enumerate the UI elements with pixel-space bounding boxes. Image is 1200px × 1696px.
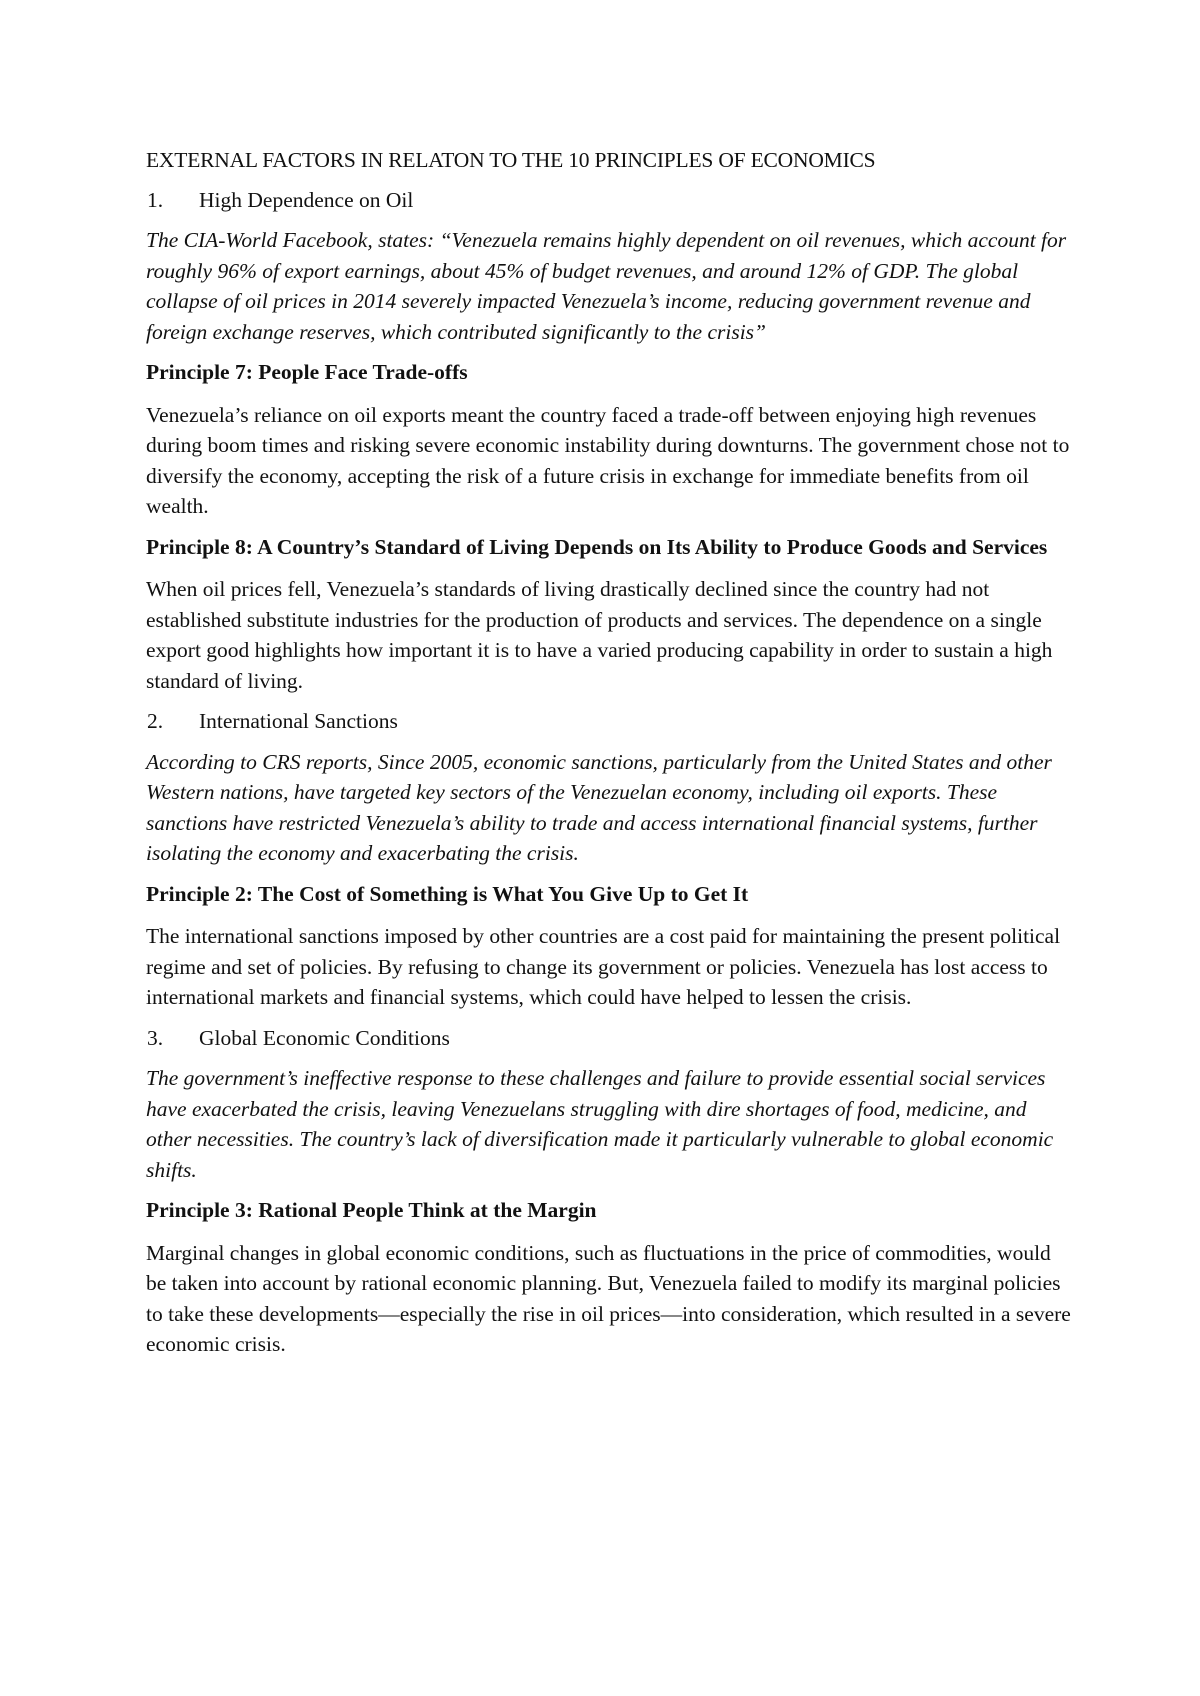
document-page (146, 145, 1076, 1370)
list-number: 2. (147, 709, 164, 733)
factor-title: Global Economic Conditions (199, 1025, 450, 1050)
principle-text: Venezuela’s reliance on oil exports meant the country faced a trade-off between enjoying high revenues during boom times and risking severe economic instability during downturns. The government chose not to diversify the economy, accepting the risk of a future crisis in exchange for immediate benefits from oil wealth. (146, 402, 1070, 518)
principle-text: Marginal changes in global economic conditions, such as fluctuations in the price of commodities, would be taken into account by rational economic planning. But, Venezuela failed to modify its marginal policies to take these developments—especially the rise in oil prices—into consideration, which resulted in a severe economic crisis. (146, 1240, 1071, 1356)
principle-text: When oil prices fell, Venezuela’s standards of living drastically declined since the country had not established substitute industries for the production of products and services. The dependence on a single export good highlights how important it is to have a varied producing capability in order to sustain a high standard of living. (146, 577, 1053, 693)
section-international-sanctions (146, 706, 1076, 1013)
factor-title: International Sanctions (199, 709, 398, 733)
principle-heading: Principle 8: A Country’s Standard of Living Depends on Its Ability to Produce Goods and Services (146, 534, 1048, 559)
factor-quote: According to CRS reports, Since 2005, economic sanctions, particularly from the United States and other Western nations, have targeted key sectors of the Venezuelan economy, including oil exports. These sanctions have restricted Venezuela’s ability to trade and access international financial systems, further isolating the economy and exacerbating the crisis. (146, 749, 1052, 865)
numbered-item (146, 185, 1076, 216)
principle-heading: Principle 2: The Cost of Something is What You Give Up to Get It (146, 881, 749, 906)
principle-heading: Principle 3: Rational People Think at the Margin (146, 1198, 597, 1222)
factor-quote: The CIA-World Facebook, states: “Venezuela remains highly dependent on oil revenues, which account for roughly 96% of export earnings, about 45% of budget revenues, and around 12% of GDP. The global collapse of oil prices in 2014 severely impacted Venezuela’s income, reducing government revenue and foreign exchange reserves, which contributed significantly to the crisis” (146, 228, 1067, 344)
section-global-economic-conditions (146, 1023, 1076, 1360)
factor-quote: The government’s ineffective response to these challenges and failure to provide essential social services have exacerbated the crisis, leaving Venezuelans struggling with dire shortages of food, medicine, and other necessities. The country’s lack of diversification made it particularly vulnerable to global economic shifts. (146, 1066, 1054, 1182)
section-high-dependence-on-oil (146, 185, 1076, 697)
numbered-item (146, 706, 1076, 737)
principle-text: The international sanctions imposed by other countries are a cost paid for maintaining the present political regime and set of policies. By refusing to change its government or policies. Venezuela has lost access to international markets and financial systems, which could have helped to lessen the crisis. (146, 924, 1061, 1009)
list-number: 3. (147, 1025, 164, 1050)
document-title: EXTERNAL FACTORS IN RELATON TO THE 10 PRINCIPLES OF ECONOMICS (146, 148, 876, 172)
factor-title: High Dependence on Oil (199, 187, 414, 212)
list-number: 1. (147, 187, 164, 212)
numbered-item (146, 1023, 1076, 1054)
principle-heading: Principle 7: People Face Trade-offs (146, 360, 468, 384)
